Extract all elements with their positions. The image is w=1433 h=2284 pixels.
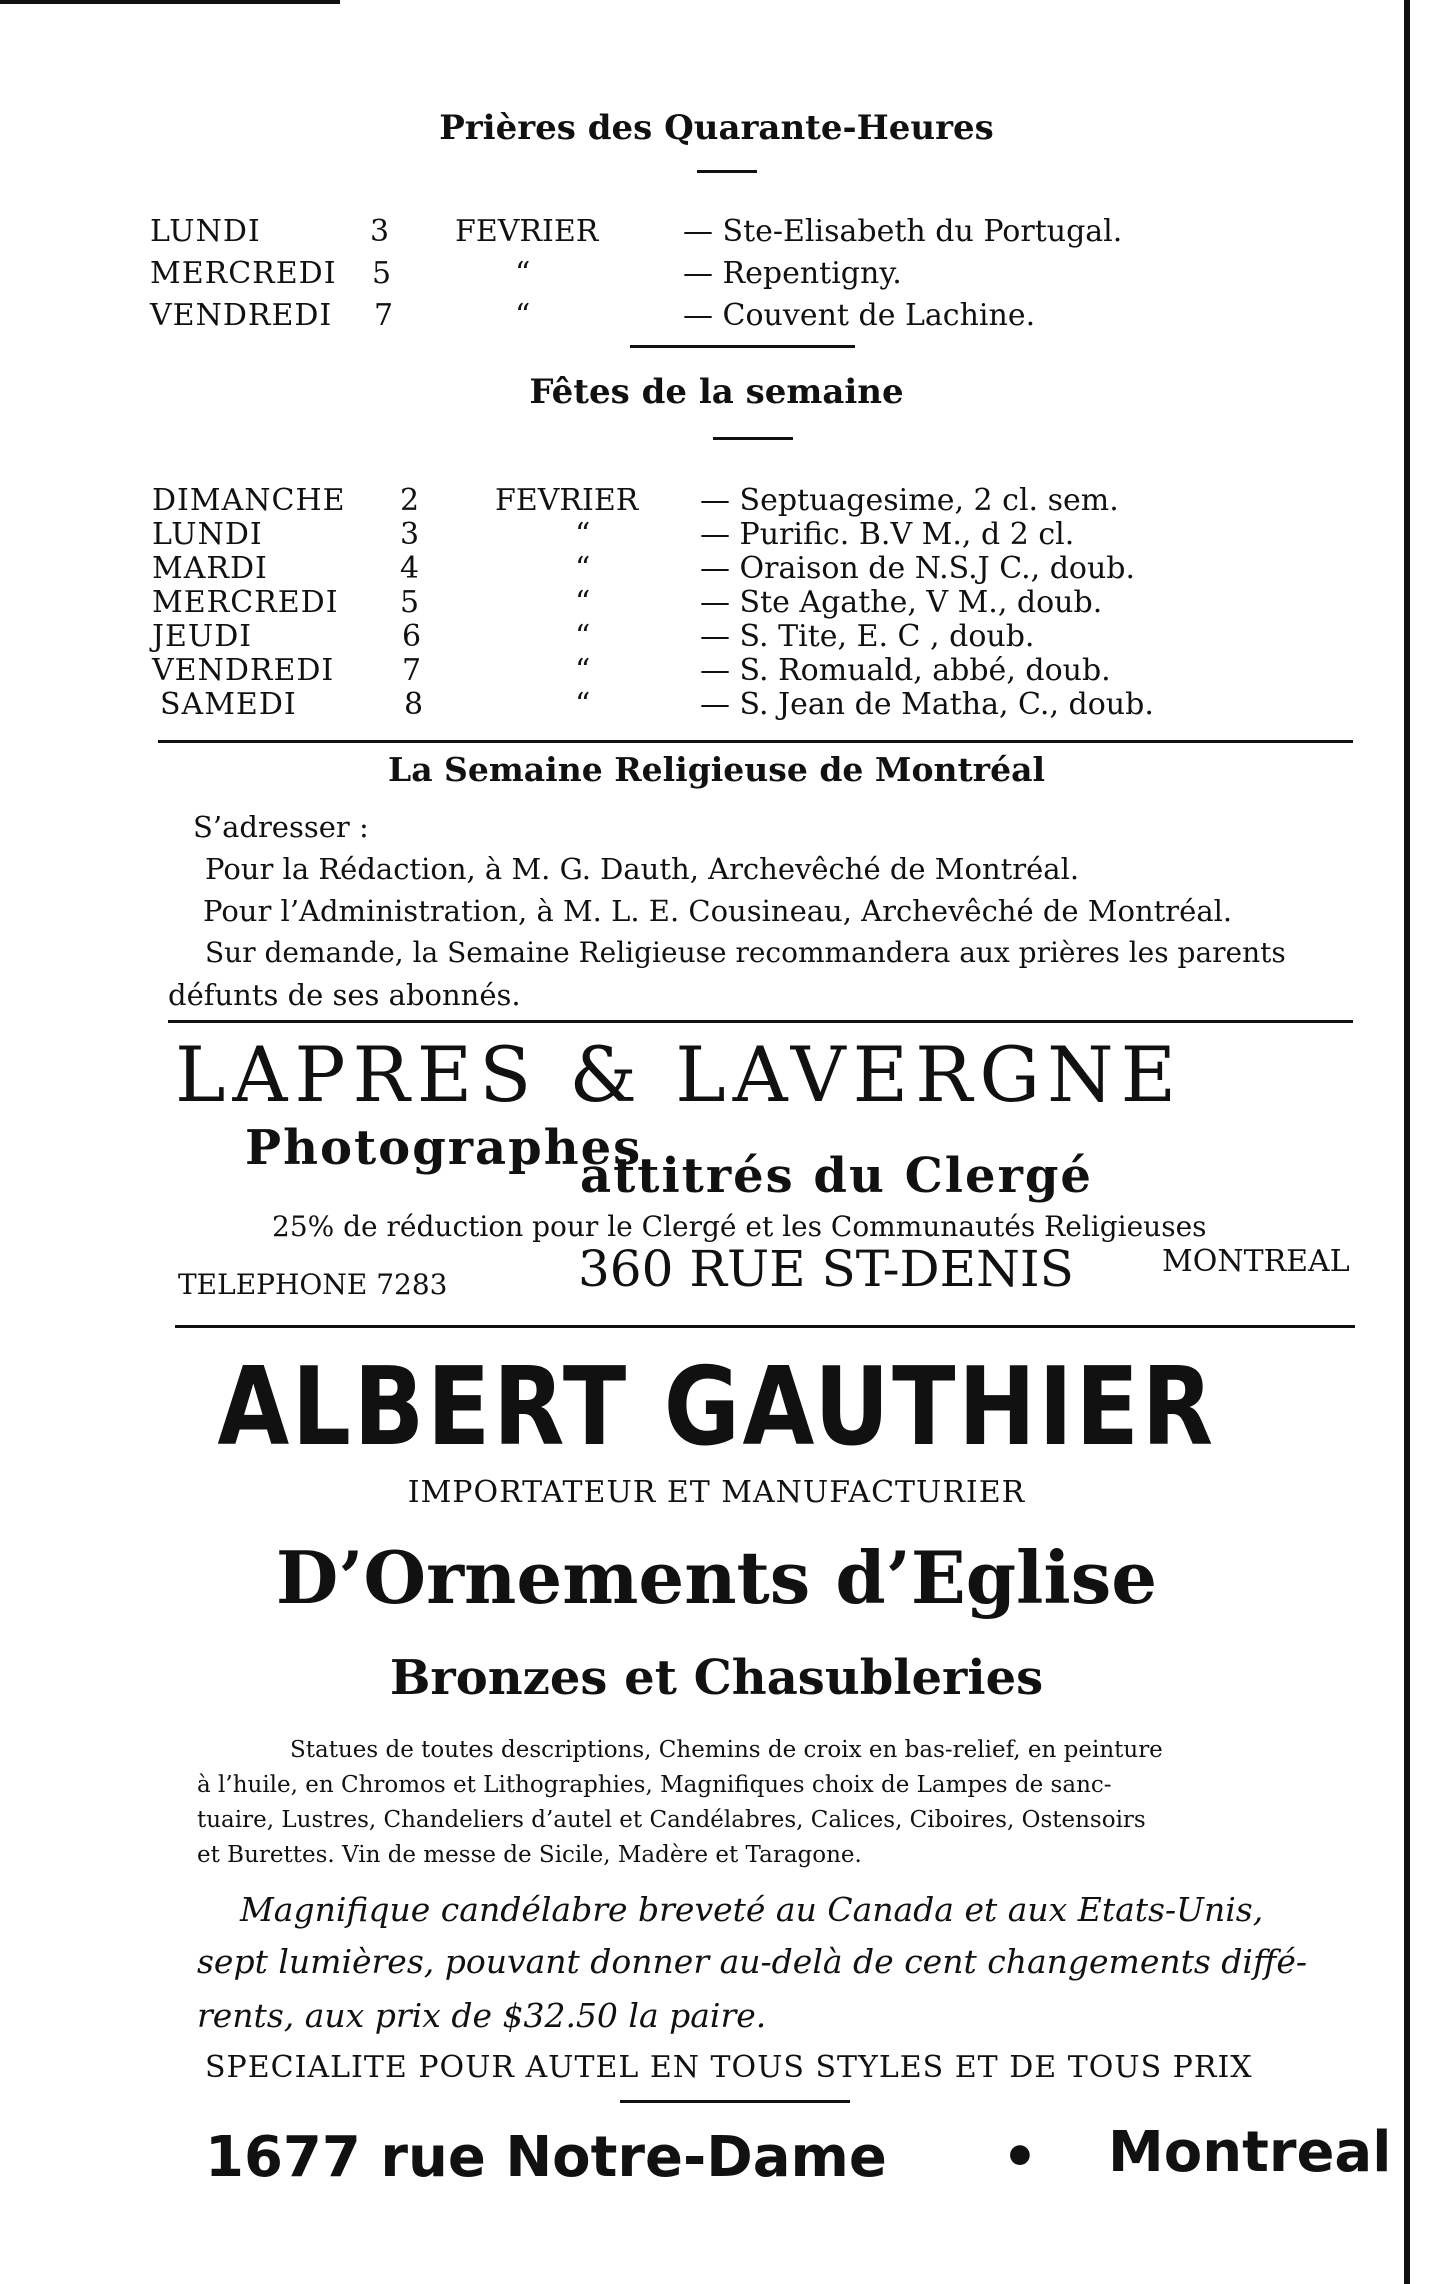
feast-name: — S. Tite, E. C , doub.	[700, 619, 1035, 654]
lapres-discount: 25% de réduction pour le Clergé et les Communautés Religieuses	[272, 1210, 1207, 1243]
lapres-line1: Photographes	[245, 1120, 643, 1176]
ditto-mark: “	[575, 517, 591, 552]
gauthier-product: D’Ornements d’Eglise	[275, 1535, 1158, 1620]
body-line: Statues de toutes descriptions, Chemins de croix en bas-relief, en peinture	[290, 1737, 1163, 1763]
day-number: 5	[372, 256, 392, 291]
day-number: 5	[400, 585, 420, 620]
day-label: SAMEDI	[160, 687, 297, 722]
day-label: LUNDI	[150, 214, 261, 249]
ditto-mark: “	[515, 256, 531, 291]
semaine-line: S’adresser :	[193, 810, 369, 844]
feasts-title: Fêtes de la semaine	[529, 372, 904, 412]
divider	[620, 2100, 850, 2103]
lapres-city: MONTREAL	[1162, 1244, 1350, 1279]
semaine-line: Pour l’Administration, à M. L. E. Cousineau, Archevêché de Montréal.	[203, 894, 1233, 928]
day-number: 7	[402, 653, 422, 688]
semaine-line: Sur demande, la Semaine Religieuse recommandera aux prières les parents	[205, 936, 1286, 969]
divider	[158, 740, 1353, 743]
gauthier-city: Montreal	[1108, 2120, 1392, 2185]
day-label: VENDREDI	[150, 298, 333, 333]
divider	[630, 345, 855, 348]
day-number: 2	[400, 483, 420, 518]
gauthier-address: 1677 rue Notre-Dame	[205, 2125, 887, 2190]
day-label: JEUDI	[152, 619, 253, 654]
bullet-separator: •	[1002, 2125, 1038, 2190]
divider	[175, 1325, 1355, 1328]
feast-name: — Purific. B.V M., d 2 cl.	[700, 517, 1075, 552]
day-label: MARDI	[152, 551, 268, 586]
day-number: 3	[400, 517, 420, 552]
italic-line: sept lumières, pouvant donner au-delà de cent changements diffé-	[197, 1942, 1308, 1981]
short-divider	[713, 437, 793, 440]
ditto-mark: “	[575, 687, 591, 722]
day-number: 3	[370, 214, 390, 249]
feast-name: — S. Jean de Matha, C., doub.	[700, 687, 1154, 722]
italic-line: Magnifique candélabre breveté au Canada et aux Etats-Unis,	[240, 1890, 1264, 1929]
month-label: FEVRIER	[455, 214, 599, 249]
ditto-mark: “	[515, 298, 531, 333]
ditto-mark: “	[575, 585, 591, 620]
lapres-address: 360 RUE ST-DENIS	[578, 1240, 1074, 1298]
ditto-mark: “	[575, 653, 591, 688]
gauthier-name: ALBERT GAUTHIER	[217, 1345, 1216, 1470]
semaine-line: Pour la Rédaction, à M. G. Dauth, Archevêché de Montréal.	[205, 852, 1080, 886]
gauthier-role: IMPORTATEUR ET MANUFACTURIER	[407, 1475, 1026, 1510]
day-label: MERCREDI	[152, 585, 339, 620]
lapres-telephone: TELEPHONE 7283	[178, 1268, 448, 1301]
month-label: FEVRIER	[495, 483, 639, 518]
gauthier-subtitle: Bronzes et Chasubleries	[389, 1650, 1044, 1706]
ditto-mark: “	[575, 619, 591, 654]
body-line: tuaire, Lustres, Chandeliers d’autel et Candélabres, Calices, Ciboires, Ostensoirs	[197, 1807, 1146, 1833]
top-edge-line	[0, 0, 340, 4]
prayers-title: Prières des Quarante-Heures	[439, 108, 994, 148]
short-divider	[697, 170, 757, 173]
lapres-line2: attitrés du Clergé	[580, 1148, 1093, 1204]
body-line: et Burettes. Vin de messe de Sicile, Madère et Taragone.	[197, 1842, 862, 1868]
feast-name: — Oraison de N.S.J C., doub.	[700, 551, 1136, 586]
semaine-title: La Semaine Religieuse de Montréal	[387, 750, 1045, 789]
prayer-place: — Repentigny.	[683, 256, 902, 291]
feast-name: — S. Romuald, abbé, doub.	[700, 653, 1111, 688]
lapres-name: LAPRES & LAVERGNE	[175, 1030, 1184, 1119]
day-number: 8	[404, 687, 424, 722]
day-label: MERCREDI	[150, 256, 337, 291]
italic-line: rents, aux prix de $32.50 la paire.	[197, 1996, 767, 2035]
day-number: 6	[402, 619, 422, 654]
feast-name: — Septuagesime, 2 cl. sem.	[700, 483, 1119, 518]
body-line: à l’huile, en Chromos et Lithographies, Magnifiques choix de Lampes de sanc-	[197, 1772, 1112, 1798]
prayer-place: — Ste-Elisabeth du Portugal.	[683, 214, 1123, 249]
page-edge	[1404, 0, 1410, 2284]
semaine-line: défunts de ses abonnés.	[168, 978, 521, 1012]
prayer-place: — Couvent de Lachine.	[683, 298, 1036, 333]
feast-name: — Ste Agathe, V M., doub.	[700, 585, 1103, 620]
day-label: DIMANCHE	[152, 483, 346, 518]
day-label: VENDREDI	[152, 653, 335, 688]
day-number: 4	[400, 551, 420, 586]
divider	[168, 1020, 1353, 1023]
ditto-mark: “	[575, 551, 591, 586]
gauthier-specialty: SPECIALITE POUR AUTEL EN TOUS STYLES ET DE TOUS PRIX	[205, 2050, 1253, 2085]
day-number: 7	[374, 298, 394, 333]
day-label: LUNDI	[152, 517, 263, 552]
